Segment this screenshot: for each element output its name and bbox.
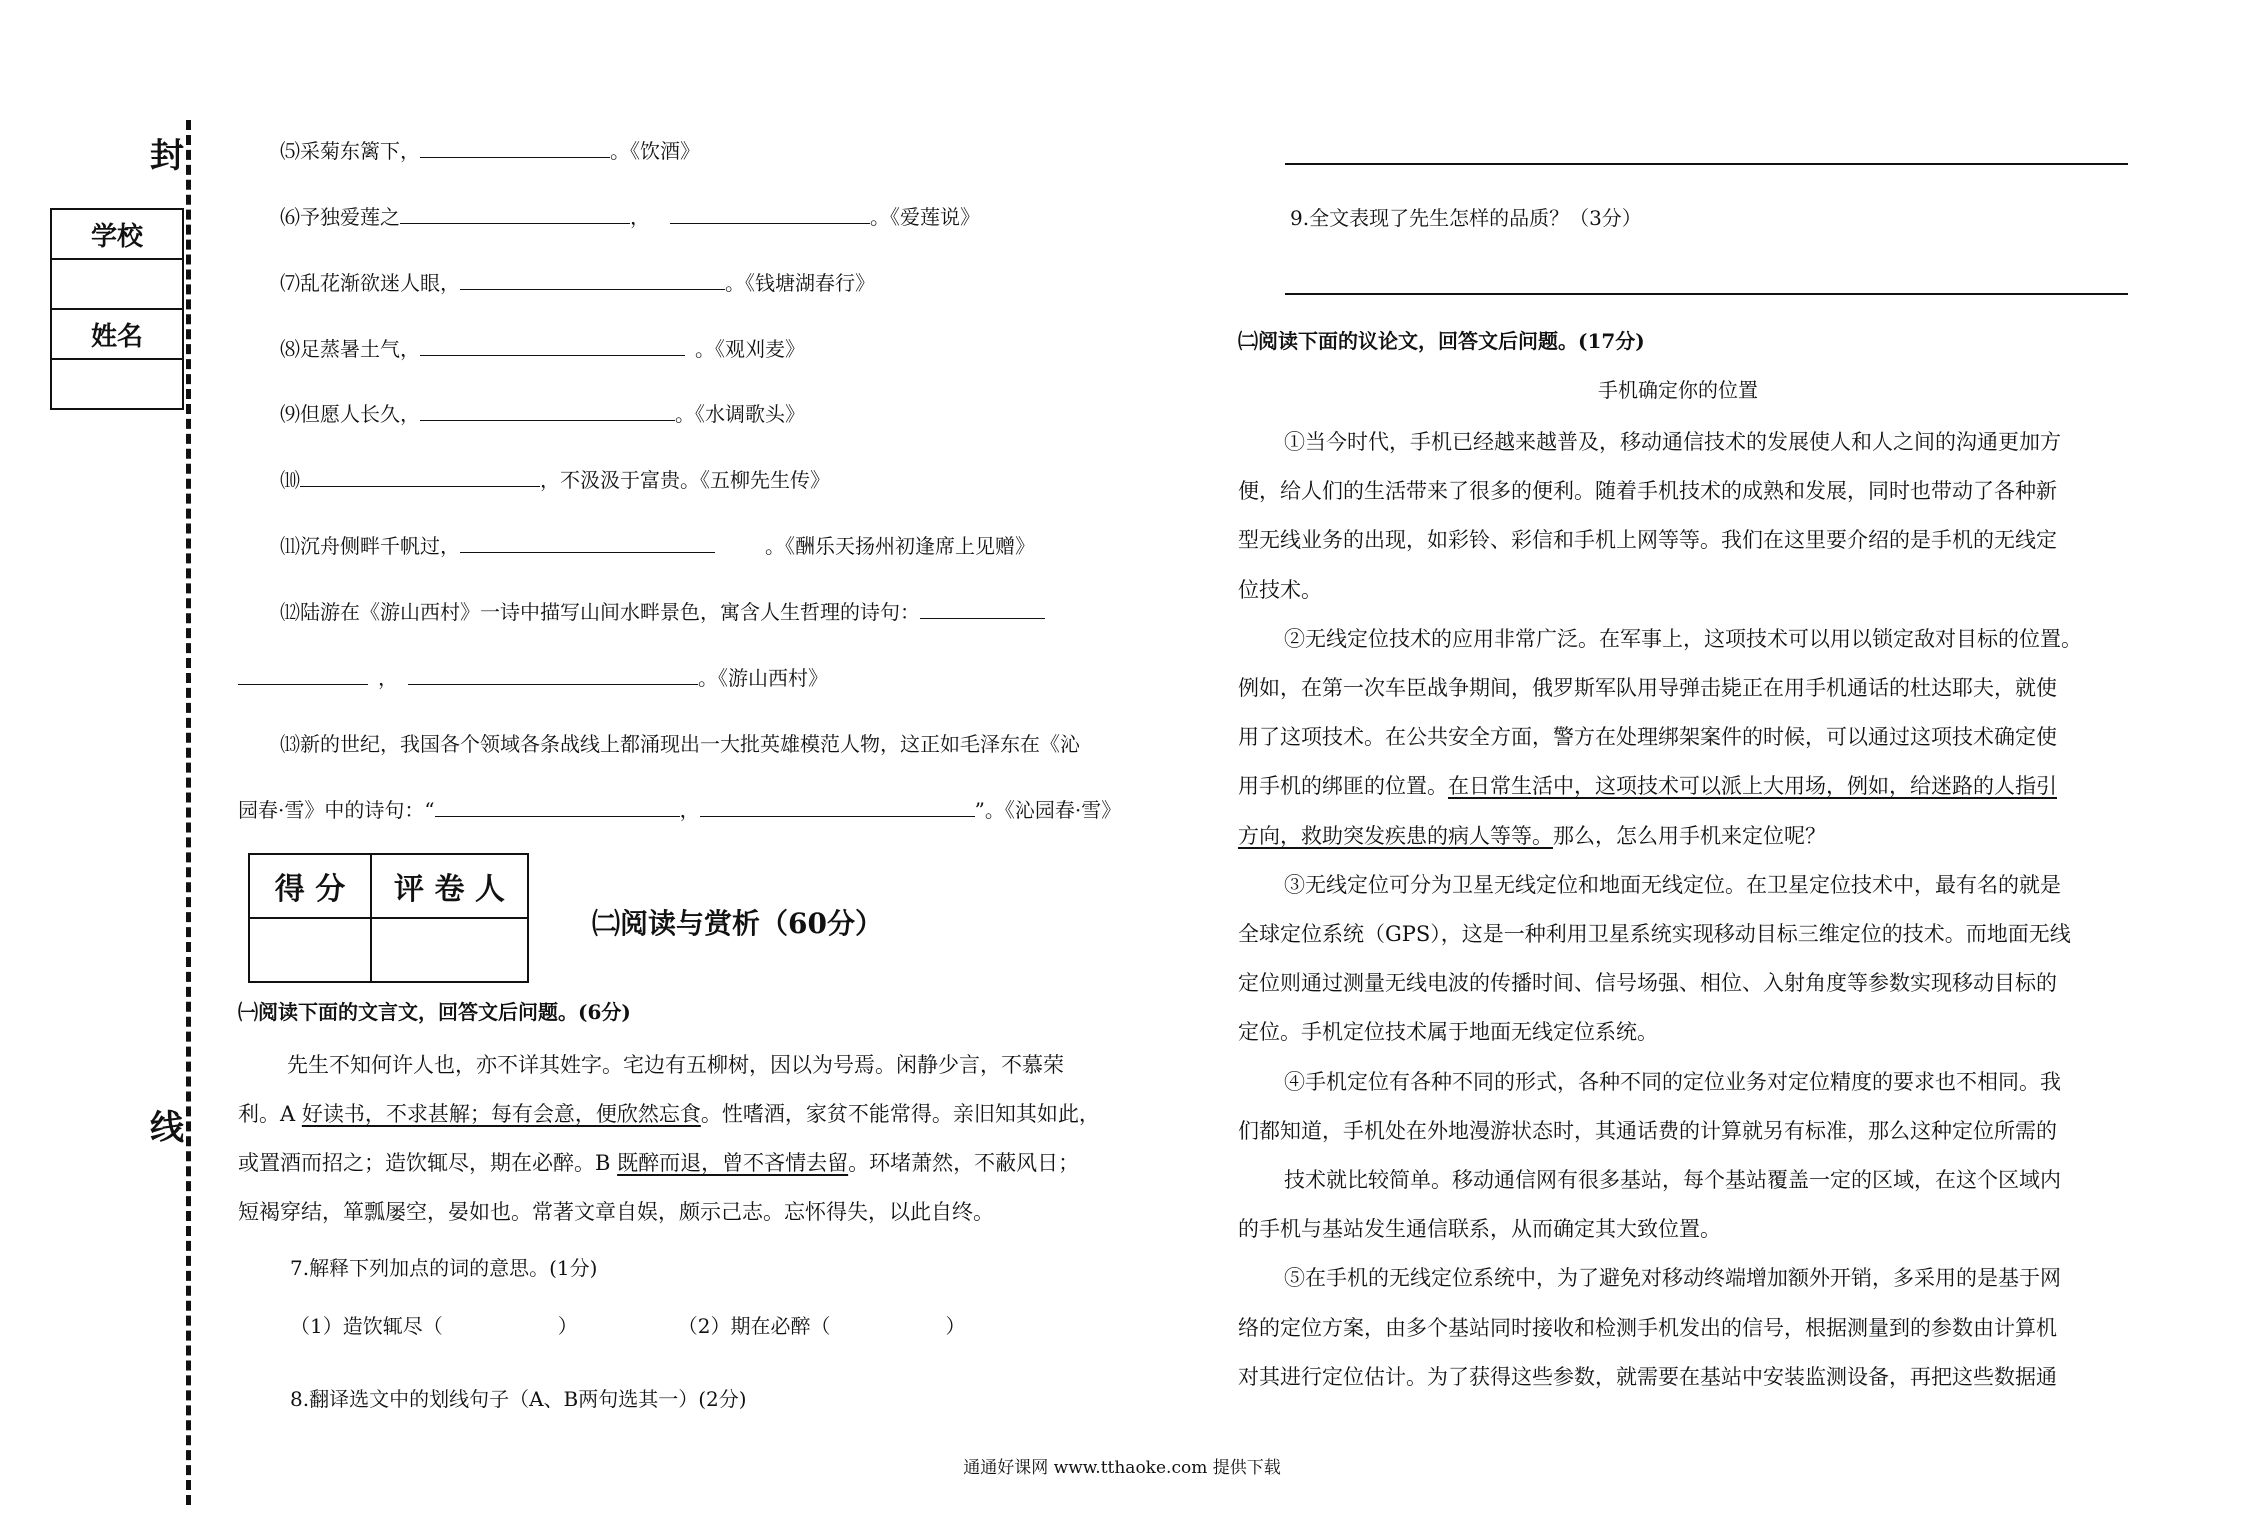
question-7-items: （1）造饮辄尽（ ） （2）期在必醉（ ） xyxy=(290,1314,966,1338)
answer-blank[interactable] xyxy=(700,798,975,817)
school-field[interactable] xyxy=(51,259,183,309)
article-line: 定位则通过测量无线电波的传播时间、信号场强、相位、入射角度等参数实现移动目标的 xyxy=(1238,971,2057,996)
article-line: 型无线业务的出现，如彩铃、彩信和手机上网等等。我们在这里要介绍的是手机的无线定 xyxy=(1238,528,2057,553)
score-box xyxy=(248,853,529,983)
section-reading-title: ㈡阅读与赏析（60分） xyxy=(592,907,883,940)
score-label: 得 分 xyxy=(249,854,371,918)
article-line: 例如，在第一次车臣战争期间，俄罗斯军队用导弹击毙正在用手机通话的杜达耶夫，就使 xyxy=(1238,676,2057,700)
article-line: 络的定位方案，由多个基站同时接收和检测手机发出的信号，根据测量到的参数由计算机 xyxy=(1238,1315,2057,1340)
argument-reading-heading: ㈡阅读下面的议论文，回答文后问题。(17分) xyxy=(1238,329,1645,353)
poem-item-12: ⑿陆游在《游山西村》一诗中描写山间水畔景色，寓含人生哲理的诗句： xyxy=(280,597,1045,627)
answer-line[interactable] xyxy=(1285,293,2128,295)
article-title: 手机确定你的位置 xyxy=(1598,378,1758,402)
article-line: 全球定位系统（GPS），这是一种利用卫星系统实现移动目标三维定位的技术。而地面无线 xyxy=(1238,922,2071,946)
answer-blank[interactable] xyxy=(400,205,630,224)
article-line: ④手机定位有各种不同的形式，各种不同的定位业务对定位精度的要求也不相同。我 xyxy=(1284,1069,2061,1094)
classical-passage-line: 先生不知何许人也，亦不详其姓字。宅边有五柳树，因以为号焉。闲静少言，不慕荣 xyxy=(287,1053,1064,1077)
poem-item-10: ⑽ ，不汲汲于富贵。《五柳先生传》 xyxy=(280,468,830,492)
name-label: 姓名 xyxy=(51,309,183,359)
answer-blank[interactable] xyxy=(238,666,368,685)
article-line: 们都知道，手机处在外地漫游状态时，其通话费的计算就另有标准，那么这种定位所需的 xyxy=(1238,1118,2057,1143)
answer-blank[interactable] xyxy=(408,666,698,685)
classical-reading-heading: ㈠阅读下面的文言文，回答文后问题。(6分) xyxy=(238,1000,631,1024)
article-line: ③无线定位可分为卫星无线定位和地面无线定位。在卫星定位技术中，最有名的就是 xyxy=(1284,872,2061,897)
article-line: 用了这项技术。在公共安全方面，警方在处理绑架案件的时候，可以通过这项技术确定使 xyxy=(1238,725,2057,750)
question-8: 8.翻译选文中的划线句子（A、B两句选其一）(2分) xyxy=(290,1387,747,1411)
name-field[interactable] xyxy=(51,359,183,409)
classical-passage-line: 或置酒而招之；造饮辄尽，期在必醉。B 既醉而退，曾不吝情去留。环堵萧然，不蔽风日； xyxy=(238,1151,1080,1175)
school-label: 学校 xyxy=(51,209,183,259)
answer-blank[interactable] xyxy=(460,534,715,553)
poem-item-5: ⑸采菊东篱下， 。《饮酒》 xyxy=(280,139,700,163)
article-line: 的手机与基站发生通信联系，从而确定其大致位置。 xyxy=(1238,1217,1721,1242)
article-line: ①当今时代，手机已经越来越普及，移动通信技术的发展使人和人之间的沟通更加方 xyxy=(1284,430,2061,454)
article-line: 用手机的绑匪的位置。在日常生活中，这项技术可以派上大用场，例如，给迷路的人指引 xyxy=(1238,774,2057,799)
answer-blank[interactable] xyxy=(460,271,725,290)
answer-blank[interactable] xyxy=(420,139,610,158)
poem-item-12-line2: ， 。《游山西村》 xyxy=(238,663,828,693)
reviewer-label: 评 卷 人 xyxy=(371,854,528,918)
question-7: 7.解释下列加点的词的意思。(1分) xyxy=(290,1256,598,1280)
article-line: 方向，救助突发疾患的病人等等。那么，怎么用手机来定位呢？ xyxy=(1238,823,1826,848)
answer-blank[interactable] xyxy=(420,337,685,356)
article-line: 位技术。 xyxy=(1238,577,1322,602)
student-info-table xyxy=(50,208,184,410)
poem-item-6: ⑹予独爱莲之 ， 。《爱莲说》 xyxy=(280,205,980,229)
article-line: 技术就比较简单。移动通信网有很多基站，每个基站覆盖一定的区域，在这个区域内 xyxy=(1284,1168,2061,1192)
article-line: ②无线定位技术的应用非常广泛。在军事上，这项技术可以用以锁定敌对目标的位置。 xyxy=(1284,626,2082,651)
footer-credit: 通通好课网 www.tthaoke.com 提供下载 xyxy=(963,1458,1281,1478)
binding-char-xian: 线 xyxy=(150,1108,184,1148)
reviewer-field[interactable] xyxy=(371,918,528,982)
poem-item-13-line2: 园春·雪》中的诗句：“ ， ”。《沁园春·雪》 xyxy=(238,798,1122,822)
question-9: 9.全文表现了先生怎样的品质？（3分） xyxy=(1290,206,1642,230)
answer-blank[interactable] xyxy=(920,600,1045,619)
answer-blank[interactable] xyxy=(300,468,540,487)
answer-line[interactable] xyxy=(1285,163,2128,165)
poem-item-9: ⑼但愿人长久， 。《水调歌头》 xyxy=(280,402,805,426)
binding-dashed-line xyxy=(186,120,191,1505)
article-line: 对其进行定位估计。为了获得这些参数，就需要在基站中安装监测设备，再把这些数据通 xyxy=(1238,1364,2057,1389)
classical-passage-line: 短褐穿结，箪瓢屡空，晏如也。常著文章自娱，颇示己志。忘怀得失，以此自终。 xyxy=(238,1200,994,1224)
poem-item-7: ⑺乱花渐欲迷人眼， 。《钱塘湖春行》 xyxy=(280,271,875,295)
answer-blank[interactable] xyxy=(435,798,680,817)
poem-item-13: ⒀新的世纪，我国各个领域各条战线上都涌现出一大批英雄模范人物，这正如毛泽东在《沁 xyxy=(280,732,1080,756)
answer-blank[interactable] xyxy=(670,205,870,224)
poem-item-11: ⑾沉舟侧畔千帆过， 。《酬乐天扬州初逢席上见赠》 xyxy=(280,534,1035,558)
score-field[interactable] xyxy=(249,918,371,982)
classical-passage-line: 利。A 好读书，不求甚解；每有会意，便欣然忘食。性嗜酒，家贫不能常得。亲旧知其如此， xyxy=(238,1102,1100,1126)
article-line: 定位。手机定位技术属于地面无线定位系统。 xyxy=(1238,1020,1658,1045)
poem-item-8: ⑻足蒸暑土气， 。《观刈麦》 xyxy=(280,337,805,361)
article-line: 便，给人们的生活带来了很多的便利。随着手机技术的成熟和发展，同时也带动了各种新 xyxy=(1238,479,2057,504)
binding-char-feng: 封 xyxy=(150,136,184,176)
answer-blank[interactable] xyxy=(420,402,675,421)
article-line: ⑤在手机的无线定位系统中，为了避免对移动终端增加额外开销，多采用的是基于网 xyxy=(1284,1266,2061,1291)
